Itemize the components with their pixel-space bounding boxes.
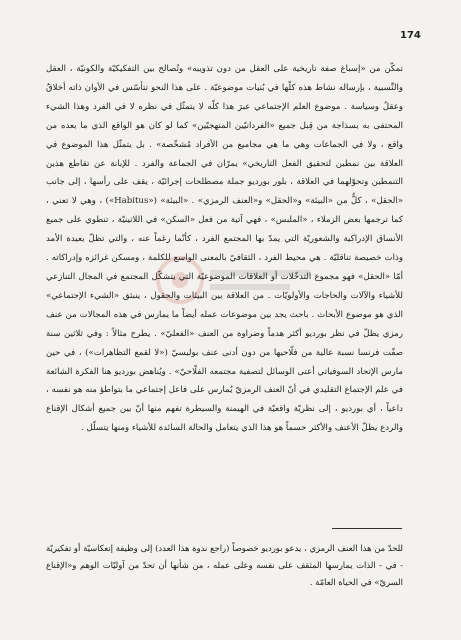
main-text-body (46, 60, 403, 438)
footnote-separator (332, 528, 402, 529)
page-number: 174 (400, 30, 421, 41)
footnote-block (46, 540, 403, 591)
main-paragraph: تمكّن من «إسباغ صفة تاريخية على العقل من دون تذويبه» وتُصالح بين التفكيكيّة والكونيّة ، العقل والنِّسبية ، بإرساله نشاط هذه كلّها في بُنيات موضوعيّة . على هذا النحو تتأسّس في الأوان ذاته أخلاقٌ وعقلٌ وسياسة . موضوع العلم الإجتماعي عبرَ هذا كلّه لا يتمثّل في نظره لا في الفرد وهذا الشيء المحتفى به بسذاجة من قِبل جميع «الفردانيّين المنهجيّين» كما لو كان هو الواقع الذي ما بعده من واقع ، ولا في الجماعات وهي ما هي مجاميع من الأفراد مُشخّصة» . بل يتمثّل هذا الموضوع في العلاقة بين نمطين لتحقيق الفعل التاريخي» يمرّان في الجماعة والفرد . للإبانة عن تقاطع هذين التنمطين وتحوّلهما في العلاقة ، بلور بورديو جملة مصطلحات إجرائيّة ، يقف على رأسها ، إلى جانب «الحقل» ، كلٌّ من «البيئة» و«الحقل» و«العنف الرمزي» . «البيئة» («Habitus») ، وهي لا تعني ، كما ترجمها بعض الزملاء ، «الملبس» ، فهي آتية من فعل «السكن» في اللاتينيّة ، تنطوي على جميع الأنساق الإدراكية والشعوريّة التي يمدّ بها المجتمع الفرد ، كأنّما رغماً عنه ، والتي تظلّ بعيدة الأمد وذات خصيصة تناقليّة . هي محيط الفرد ، الثقافيّ بالمعنى الواسع للكلمة ، ومسكن غرائزه وإدراكاته . أمّا «الحقل» فهو مجموع التدخّلات أو العلاقات الموضوعيّة التي يتشكّل المجتمع في المجال التنازعي للأشياء والآلات والحاجات والأولويّات . من العلاقة بين البيئات والحقول ، ينبثق «الشيء الإجتماعي» الذي هو موضوع الأبحاث . باحث يجد بين موضوعات عمله أيضاً ما يمارس في هذه المجالات من عنف رمزي يظلّ في نظر بورديو أكثر هدماً وضراوة من العنف «الفعليّ» . يطرح مثالاً : وفي ثلاثين سنة صفّت فرنسا نسبة عالية من فلّاحيها من دون أدنى عنف بوليسيّ («لا لقمع التظاهرات») ، في حين مارس الإتحاد السوفياتي أعتى الوسائل لتصفية مجتمعه الفلّاحيّ» . ويُناهض بورديو هنا الفكرة الشائعة في علم الإجتماع التقليدي في أنّ العنف الرمزيّ يُمارس على فاعل إجتماعي ما بتواطؤ منه هو نفسه ، داعياً ، أي بورديو ، إلى نظريّة واقعيّة في الهيمنة والسيطرة تفهم منها أنّ بين جميع أشكال الإقناع والردع يظلّ الأعنف والأكثر حسماً هو هذا الذي يتعامل والحالة السائدة للأشياء ومنها يتسلّل . (46, 64, 403, 434)
footnote-paragraph: للحدّ من هذا العنف الرمزي ، يدعو بورديو خصوصاً (راجع ندوة هذا العدد) إلى وظيفة إنعكاسيّة أو تفكيريّة - في - الذات يمارسها المثقف على نفسه وعلى عمله ، من شأنها أن تحدّ من آوليّات الوهم و«الإقناع السريّ» في الحياة العامّة . (46, 543, 403, 587)
